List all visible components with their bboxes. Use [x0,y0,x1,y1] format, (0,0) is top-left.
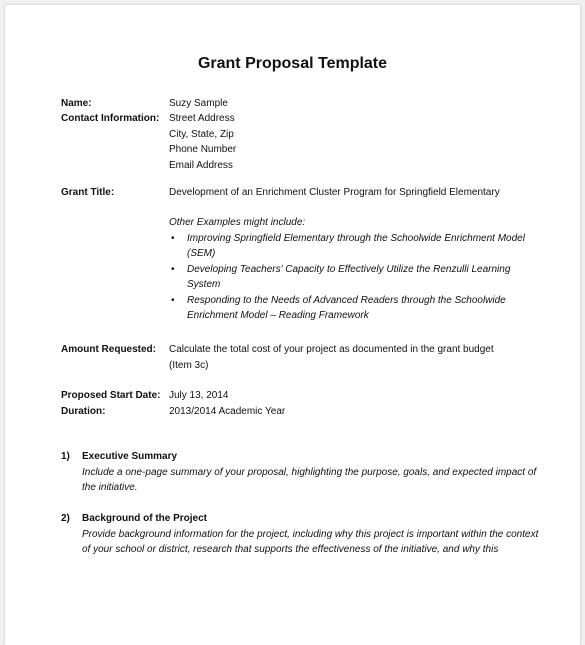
section-background [61,511,541,558]
amount-label: Amount Requested: [61,344,156,355]
contact-phone: Phone Number [169,144,237,155]
section-heading: Background of the Project [82,513,208,524]
bullet-icon: • [171,294,175,306]
section-description: Include a one-page summary of your proposal, highlighting the purpose, goals, and expected impact of the initiative. [82,466,537,493]
grant-title-value: Development of an Enrichment Cluster Program for Springfield Elementary [169,187,500,198]
document-title: Grant Proposal Template [197,55,388,72]
contact-city: City, State, Zip [169,128,234,140]
list-item [169,231,539,262]
grant-title-examples [169,215,539,324]
contact-email: Email Address [169,159,233,171]
bullet-icon: • [171,263,175,275]
duration-value: 2013/2014 Academic Year [169,406,286,417]
example-text: Developing Teachers' Capacity to Effectively Utilize the Renzulli Learning System [187,263,511,290]
section-number: 1) [61,451,70,462]
start-date-value: July 13, 2014 [169,390,229,401]
document-page [5,5,580,645]
section-executive-summary [61,449,541,496]
section-number: 2) [61,513,70,524]
bullet-icon: • [171,232,175,244]
contact-info-label: Contact Information: [61,113,160,124]
start-date-label: Proposed Start Date: [61,390,161,401]
section-description: Provide background information for the project, including why this project is important within the context of your school or district, research that supports the effectiveness of the initiative, and why this [82,528,539,555]
contact-street: Street Address [169,113,235,124]
example-text: Responding to the Needs of Advanced Readers through the Schoolwide Enrichment Model – Reading Framework [187,294,506,321]
section-heading: Executive Summary [82,451,178,462]
examples-intro: Other Examples might include: [169,217,306,228]
duration-label: Duration: [61,406,106,417]
example-text: Improving Springfield Elementary through the Schoolwide Enrichment Model (SEM) [187,232,525,259]
list-item [169,262,539,293]
amount-value-line2: (Item 3c) [169,359,209,371]
name-value: Suzy Sample [169,98,228,109]
name-label: Name: [61,98,92,109]
amount-value-line1: Calculate the total cost of your project as documented in the grant budget [169,344,494,355]
grant-title-label: Grant Title: [61,187,115,198]
list-item [169,293,539,324]
